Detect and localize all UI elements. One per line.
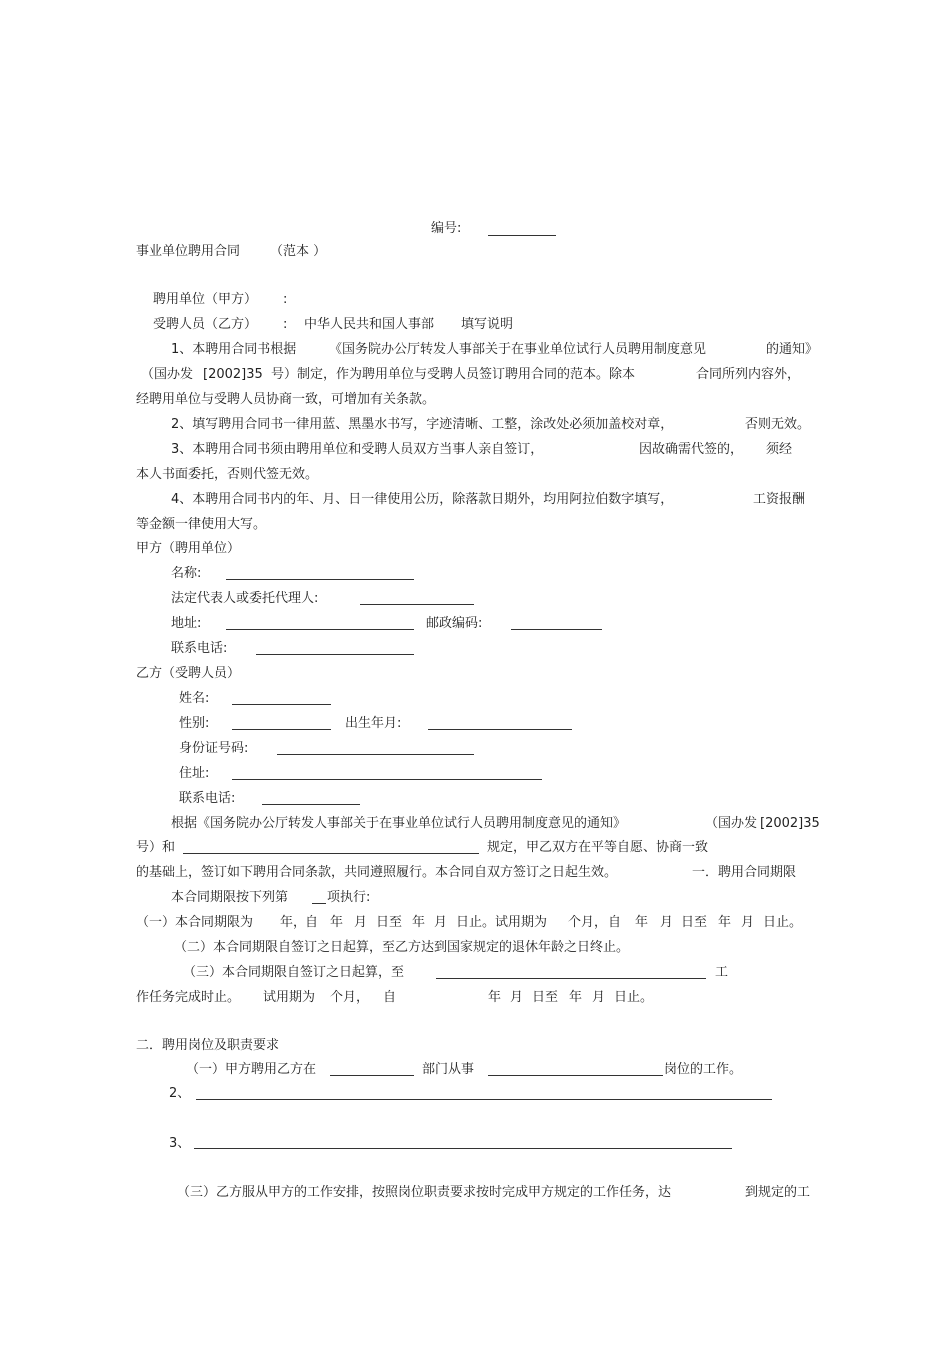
term-opt1-d2: 日止。试用期为 — [456, 915, 548, 930]
term-opt1-m3: 月 — [660, 915, 674, 930]
section-2-item-1b: 部门从事 — [422, 1062, 475, 1077]
term-opt1-y4: 年 — [718, 915, 732, 930]
party-a-name-label: 名称: — [171, 566, 202, 581]
section-1-heading: 一．聘用合同期限 — [692, 865, 797, 880]
duty-3-field[interactable] — [194, 1148, 732, 1149]
party-b-id-label: 身份证号码: — [179, 741, 249, 756]
section-2-item-3-label: 3、 — [169, 1136, 191, 1151]
term-opt1-from: 自 — [305, 915, 319, 930]
note-1-line-1c: 的通知》 — [766, 342, 819, 357]
basis-line-3a: 的基础上，签订如下聘用合同条款，共同遵照履行。本合同自双方签订之日起生效。 — [136, 865, 618, 880]
term-opt1-y2: 年 — [412, 915, 426, 930]
term-opt3-a: （三）本合同期限自签订之日起算，至 — [183, 965, 405, 980]
party-a-address-field[interactable] — [226, 629, 414, 630]
section-2-heading: 二．聘用岗位及职责要求 — [136, 1038, 280, 1053]
party-a-address-label: 地址: — [171, 616, 202, 631]
term-opt1-y1: 年 — [330, 915, 344, 930]
party-b-birth-label: 出生年月: — [345, 716, 402, 731]
term-opt1-from2: 自 — [608, 915, 622, 930]
term-opt3-y1: 年 — [488, 990, 502, 1005]
note-2-line-1b: 否则无效。 — [745, 417, 811, 432]
note-3-line-1b: 因故确需代签的， — [639, 442, 744, 457]
note-1-line-2d: 合同所列内容外， — [696, 367, 801, 382]
department-field[interactable] — [330, 1075, 414, 1076]
note-3-line-1a: 3、本聘用合同书须由聘用单位和受聘人员双方当事人亲自签订， — [171, 442, 544, 457]
position-field[interactable] — [488, 1075, 663, 1076]
basis-regulation-field[interactable] — [183, 853, 479, 854]
term-intro-b: 项执行: — [327, 890, 371, 905]
term-opt3-l2d: 自 — [383, 990, 397, 1005]
note-1-line-1a: 1、本聘用合同书根据 — [171, 342, 297, 357]
term-opt1-m4: 月 — [741, 915, 755, 930]
note-4-line-1b: 工资报酬 — [753, 492, 806, 507]
section-2-item-iii-b: 到规定的工 — [745, 1185, 811, 1200]
note-1-line-2b: [2002]35 — [203, 367, 263, 382]
issuer-text: 中华人民共和国人事部 — [304, 317, 435, 332]
employer-label: 聘用单位（甲方） — [153, 292, 258, 307]
note-1-line-3: 经聘用单位与受聘人员协商一致，可增加有关条款。 — [136, 392, 436, 407]
term-opt3-b: 工 — [715, 965, 729, 980]
term-opt1-d4: 日止。 — [763, 915, 803, 930]
party-a-postcode-label: 邮政编码: — [426, 616, 483, 631]
contract-number-label: 编号: — [431, 221, 462, 236]
note-1-line-2a: （国办发 — [141, 367, 194, 382]
document-title-note: （范本 ） — [270, 244, 327, 259]
party-b-heading: 乙方（受聘人员） — [136, 666, 241, 681]
note-4-line-2: 等金额一律使用大写。 — [136, 517, 267, 532]
duty-2-field[interactable] — [196, 1099, 772, 1100]
term-option-field[interactable] — [312, 903, 326, 904]
note-1-line-1b: 《国务院办公厅转发人事部关于在事业单位试行人员聘用制度意见 — [329, 342, 707, 357]
party-b-id-field[interactable] — [277, 754, 474, 755]
party-a-rep-field[interactable] — [360, 604, 474, 605]
employer-colon: : — [283, 292, 288, 307]
note-3-line-1c: 须经 — [766, 442, 793, 457]
section-2-item-1c: 岗位的工作。 — [664, 1062, 743, 1077]
term-opt1-d1: 日至 — [376, 915, 403, 930]
section-2-item-2-label: 2、 — [169, 1086, 191, 1101]
party-b-birth-field[interactable] — [428, 729, 572, 730]
basis-line-1b: （国办发 — [705, 816, 758, 831]
party-b-address-label: 住址: — [179, 766, 210, 781]
term-opt1-y3: 年 — [635, 915, 649, 930]
term-opt3-l2a: 作任务完成时止。 — [136, 990, 241, 1005]
party-b-phone-label: 联系电话: — [179, 791, 236, 806]
note-3-line-2: 本人书面委托，否则代签无效。 — [136, 467, 319, 482]
note-4-line-1a: 4、本聘用合同书内的年、月、日一律使用公历，除落款日期外，均用阿拉伯数字填写， — [171, 492, 674, 507]
term-opt3-y2: 年 — [569, 990, 583, 1005]
party-a-postcode-field[interactable] — [511, 629, 602, 630]
party-a-heading: 甲方（聘用单位） — [136, 541, 241, 556]
party-b-phone-field[interactable] — [262, 804, 360, 805]
term-opt1-m1: 月 — [354, 915, 368, 930]
basis-line-1c: [2002]35 — [760, 816, 820, 831]
note-1-line-2c: 号）制定，作为聘用单位与受聘人员签订聘用合同的范本。除本 — [271, 367, 636, 382]
term-intro-a: 本合同期限按下列第 — [171, 890, 289, 905]
term-opt1-a: （一）本合同期限为 — [136, 915, 254, 930]
party-b-gender-label: 性别: — [179, 716, 210, 731]
party-a-rep-label: 法定代表人或委托代理人: — [171, 591, 319, 606]
term-opt3-d1: 日至 — [532, 990, 559, 1005]
term-opt1-year: 年， — [280, 915, 307, 930]
party-b-gender-field[interactable] — [232, 729, 331, 730]
party-b-address-field[interactable] — [232, 779, 542, 780]
section-2-item-1a: （一）甲方聘用乙方在 — [186, 1062, 317, 1077]
basis-line-2b: 规定，甲乙双方在平等自愿、协商一致 — [487, 840, 709, 855]
term-opt1-m2: 月 — [434, 915, 448, 930]
section-2-item-iii-a: （三）乙方服从甲方的工作安排，按照岗位职责要求按时完成甲方规定的工作任务，达 — [177, 1185, 672, 1200]
employee-colon: : — [283, 317, 288, 332]
party-a-phone-field[interactable] — [256, 654, 414, 655]
document-title: 事业单位聘用合同 — [136, 244, 241, 259]
term-opt1-d3: 日至 — [681, 915, 708, 930]
party-b-name-label: 姓名: — [179, 691, 210, 706]
note-2-line-1a: 2、填写聘用合同书一律用蓝、黑墨水书写，字迹清晰、工整，涂改处必须加盖校对章， — [171, 417, 674, 432]
term-opt2: （二）本合同期限自签订之日起算，至乙方达到国家规定的退休年龄之日终止。 — [174, 940, 630, 955]
term-opt3-l2c: 个月， — [330, 990, 370, 1005]
party-a-phone-label: 联系电话: — [171, 641, 228, 656]
term-opt3-task-field[interactable] — [436, 978, 706, 979]
term-opt1-months: 个月， — [568, 915, 608, 930]
basis-line-2a: 号）和 — [136, 840, 176, 855]
basis-line-1a: 根据《国务院办公厅转发人事部关于在事业单位试行人员聘用制度意见的通知》 — [171, 816, 627, 831]
term-opt3-d2: 日止。 — [614, 990, 654, 1005]
party-b-name-field[interactable] — [232, 704, 331, 705]
contract-number-field[interactable] — [488, 235, 556, 236]
party-a-name-field[interactable] — [226, 579, 414, 580]
term-opt3-m1: 月 — [510, 990, 524, 1005]
term-opt3-l2b: 试用期为 — [263, 990, 316, 1005]
employee-label: 受聘人员（乙方） — [153, 317, 258, 332]
instructions-title: 填写说明 — [461, 317, 514, 332]
term-opt3-m2: 月 — [592, 990, 606, 1005]
